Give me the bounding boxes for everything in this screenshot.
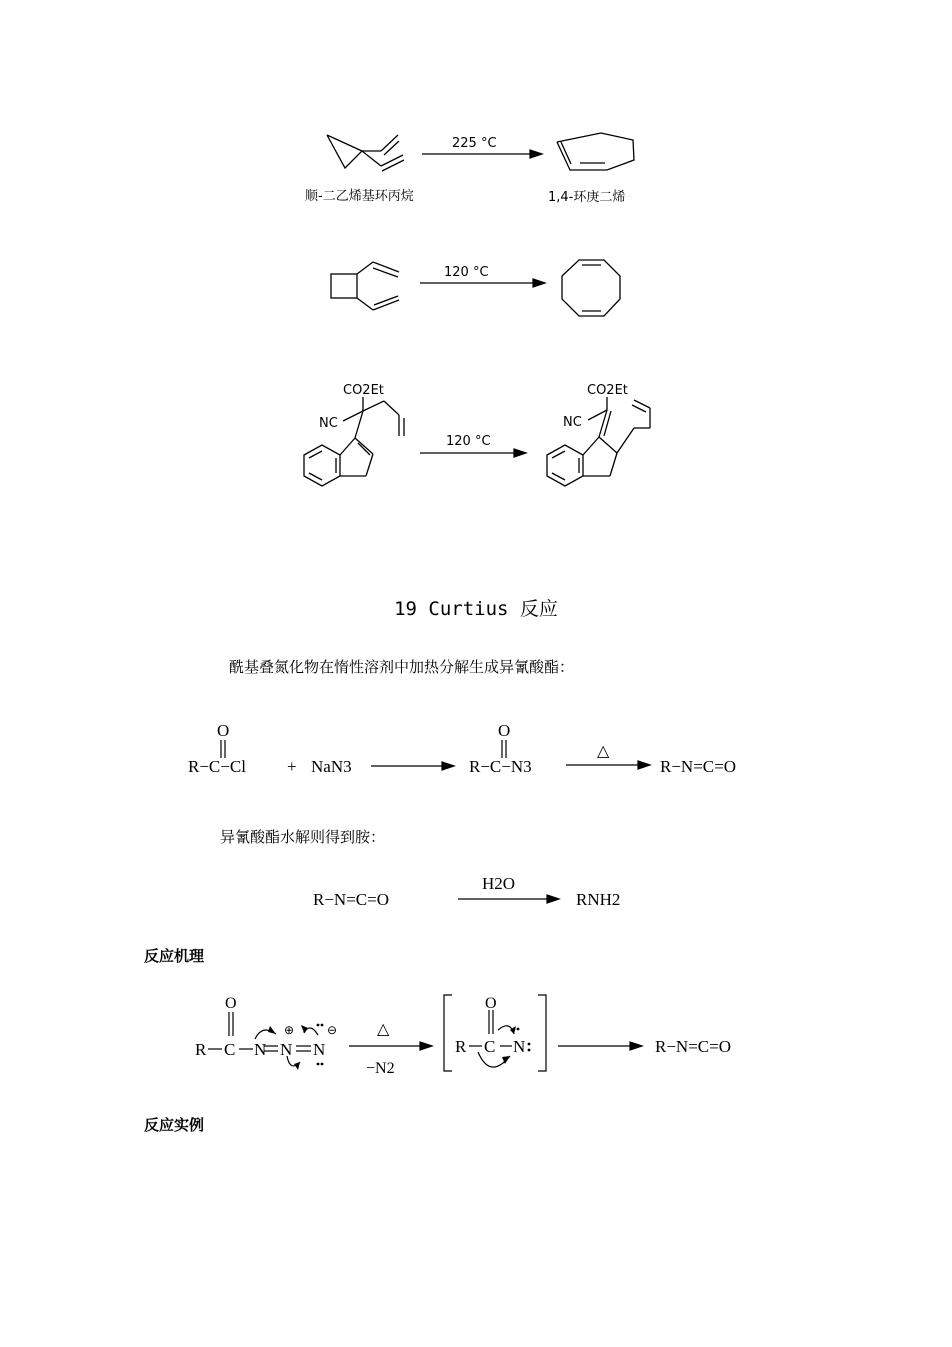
mechanism-arrow-2	[558, 1042, 642, 1050]
svg-text:R: R	[455, 1037, 467, 1056]
reaction-1-condition: 225 °C	[452, 136, 497, 151]
mechanism-heading: 反应机理	[144, 947, 205, 965]
svg-text:N: N	[254, 1040, 267, 1059]
curtius-equation	[0, 710, 952, 790]
reaction-3	[0, 370, 952, 510]
acid-chloride-oxygen: O	[217, 721, 230, 740]
hydrolysis-reactant: R−N=C=O	[313, 890, 389, 909]
svg-text:+: +	[287, 757, 297, 776]
product-3-ester: CO2Et	[587, 383, 628, 398]
section-title: 19 Curtius 反应	[394, 598, 558, 620]
reaction-2-condition: 120 °C	[444, 265, 489, 280]
indane-product-structure	[547, 397, 650, 486]
svg-text:C: C	[484, 1037, 496, 1056]
product-3-nitrile: NC	[563, 415, 582, 430]
svg-text:N: N	[280, 1040, 293, 1059]
water-reagent: H2O	[482, 874, 516, 893]
svg-text:N: N	[313, 1040, 326, 1059]
hydrolysis-arrow	[458, 895, 559, 903]
hydrolysis-equation	[0, 868, 952, 918]
acyl-azide-oxygen: O	[498, 721, 511, 740]
svg-text:N: N	[513, 1037, 526, 1056]
svg-text:C: C	[224, 1040, 236, 1059]
reaction-3-arrow	[420, 449, 526, 457]
reaction-1	[0, 0, 952, 230]
curtius-arrow-2	[566, 761, 650, 769]
mechanism-diagram	[0, 990, 952, 1080]
svg-text:⊖: ⊖	[327, 1023, 338, 1037]
cyclooctadiene-structure	[562, 260, 620, 316]
sodium-azide: NaN3	[311, 757, 352, 776]
hydrolysis-paragraph: 异氰酸酯水解则得到胺：	[220, 828, 386, 846]
mechanism-product: R−N=C=O	[655, 1037, 731, 1056]
divinylcyclobutane-structure	[331, 262, 399, 310]
mechanism-nitrogen-loss: −N2	[366, 1060, 395, 1077]
acyl-azide: R−C−N3	[469, 757, 532, 776]
isocyanate-product: R−N=C=O	[660, 757, 736, 776]
mechanism-oxygen: O	[225, 995, 237, 1012]
curtius-heat: △	[597, 743, 610, 760]
indene-reactant-structure	[304, 397, 404, 486]
acid-chloride: R−C−Cl	[188, 757, 246, 776]
reaction-1-arrow	[422, 150, 542, 158]
svg-text:⊕: ⊕	[284, 1023, 295, 1037]
reactant-1-label: 顺-二乙烯基环丙烷	[305, 189, 414, 204]
cycloheptadiene-structure	[557, 133, 634, 170]
svg-text:R: R	[195, 1040, 207, 1059]
intro-paragraph: 酰基叠氮化物在惰性溶剂中加热分解生成异氰酸酯：	[229, 658, 575, 676]
reactant-3-ester: CO2Et	[343, 383, 384, 398]
divinylcyclopropane-structure	[327, 135, 404, 171]
mechanism-arrow-1	[349, 1042, 432, 1050]
reaction-3-condition: 120 °C	[446, 434, 491, 449]
curtius-arrow-1	[371, 762, 454, 770]
reaction-2	[0, 230, 952, 350]
product-1-label: 1,4-环庚二烯	[548, 190, 626, 205]
mechanism-heat: △	[377, 1021, 390, 1038]
svg-text:O: O	[485, 995, 497, 1012]
amine-product: RNH2	[576, 890, 621, 909]
example-heading: 反应实例	[144, 1116, 205, 1134]
reactant-3-nitrile: NC	[319, 416, 338, 431]
reaction-2-arrow	[420, 279, 545, 287]
